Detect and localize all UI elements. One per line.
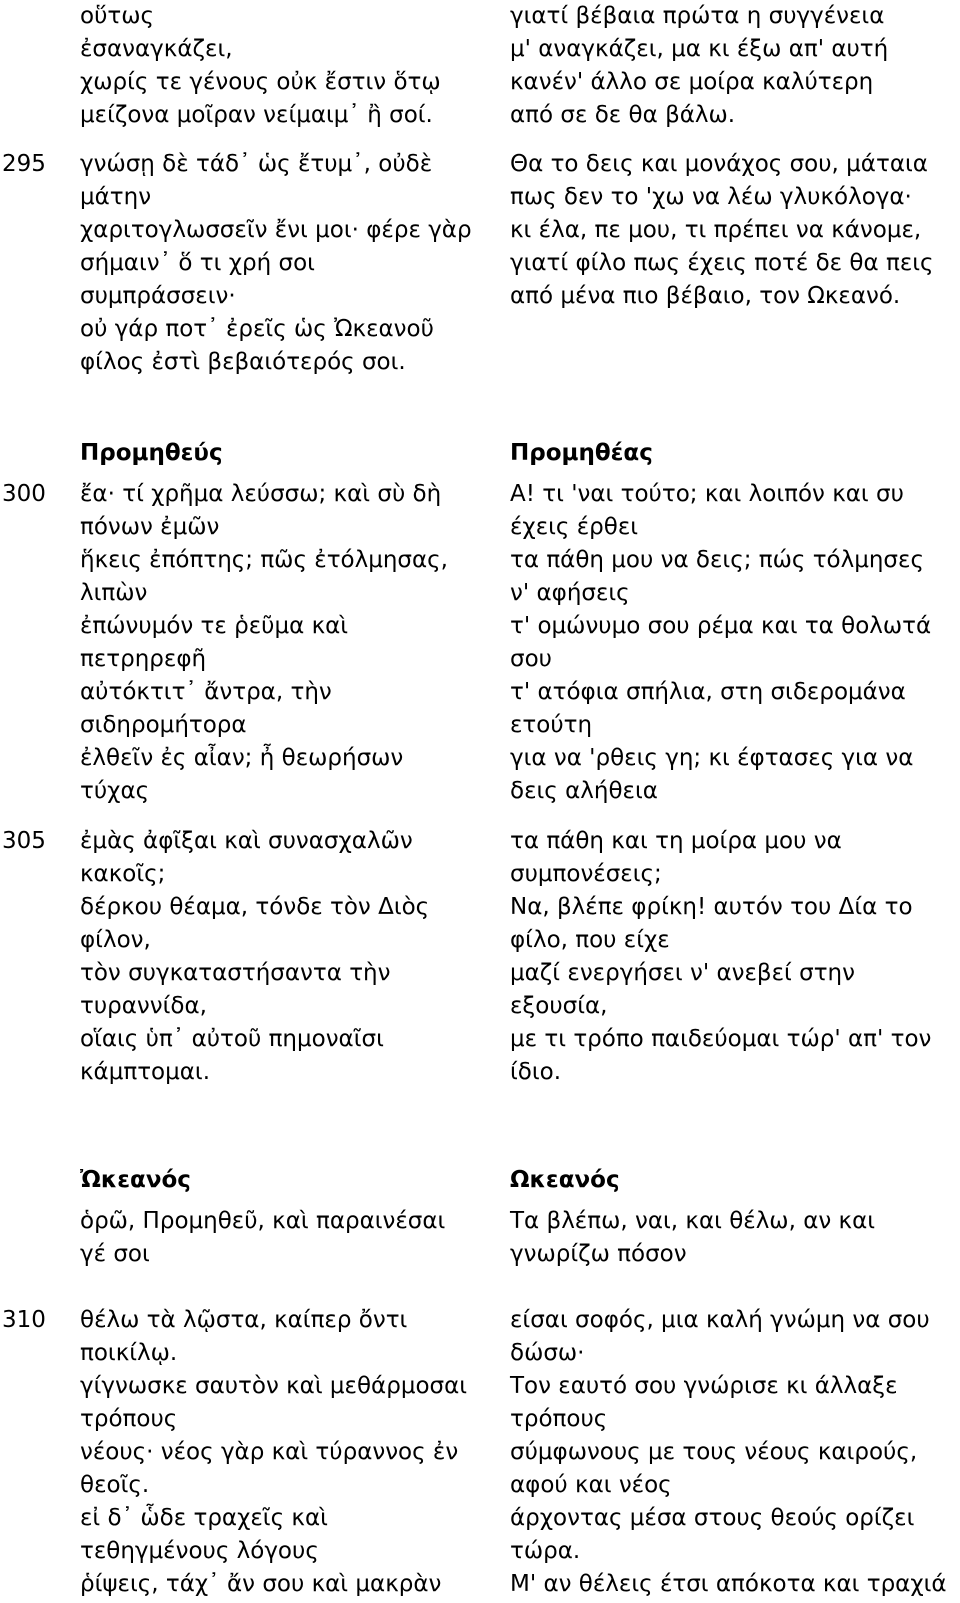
text-line xyxy=(0,676,960,709)
text-line xyxy=(0,1370,960,1403)
translation-line: δώσω· xyxy=(510,1340,585,1366)
greek-line: σιδηρομήτορα xyxy=(80,712,247,738)
greek-line: χαριτογλωσσεῖν ἔνι μοι· φέρε γὰρ xyxy=(80,217,472,243)
greek-line: ἐπώνυμόν τε ῥεῦμα καὶ xyxy=(80,613,349,639)
translation-line: τώρα. xyxy=(510,1538,581,1564)
translation-line: Α! τι 'ναι τούτο; και λοιπόν και συ xyxy=(510,481,904,507)
translation-line: γιατί φίλο πως έχεις ποτέ δε θα πεις xyxy=(510,250,934,276)
text-line xyxy=(0,891,960,924)
greek-line: θεοῖς. xyxy=(80,1472,150,1498)
greek-line: ἥκεις ἐπόπτης; πῶς ἐτόλμησας, xyxy=(80,547,448,573)
translation-line: τ' ατόφια σπήλια, στη σιδερομάνα xyxy=(510,679,906,705)
translation-line: σύμφωνους με τους νέους καιρούς, xyxy=(510,1439,918,1465)
text-line xyxy=(0,1337,960,1370)
speaker-name-greek: Ὠκεανός xyxy=(80,1167,191,1193)
text-line xyxy=(0,1502,960,1535)
translation-line: Τον εαυτό σου γνώρισε κι άλλαξε xyxy=(510,1373,898,1399)
translation-line: για να 'ρθεις γη; κι έφτασες για να xyxy=(510,745,914,771)
greek-line: οἵαις ὑπ᾽ αὐτοῦ πημοναῖσι xyxy=(80,1026,384,1052)
translation-line: γιατί βέβαια πρώτα η συγγένεια xyxy=(510,3,885,29)
line-number: 305 xyxy=(2,828,46,854)
translation-line: τ' ομώνυμο σου ρέμα και τα θολωτά xyxy=(510,613,932,639)
greek-line: εἰ δ᾽ ὧδε τραχεῖς καὶ xyxy=(80,1505,328,1531)
text-line xyxy=(0,775,960,808)
greek-line: οὕτως xyxy=(80,3,154,29)
translation-line: Να, βλέπε φρίκη! αυτόν του Δία το xyxy=(510,894,913,920)
text-line xyxy=(0,858,960,891)
text-line xyxy=(0,214,960,247)
greek-line: συμπράσσειν· xyxy=(80,283,236,309)
text-line xyxy=(0,346,960,379)
greek-line: κακοῖς; xyxy=(80,861,166,887)
greek-line: δέρκου θέαμα, τόνδε τὸν Διὸς xyxy=(80,894,430,920)
greek-line: ἔα· τί χρῆμα λεύσσω; καὶ σὺ δὴ xyxy=(80,481,442,507)
greek-line: οὐ γάρ ποτ᾽ ἐρεῖς ὡς Ὠκεανοῦ xyxy=(80,316,434,342)
greek-line: νέους· νέος γὰρ καὶ τύραννος ἐν xyxy=(80,1439,459,1465)
text-line xyxy=(0,1436,960,1469)
translation-line: από μένα πιο βέβαιο, τον Ωκεανό. xyxy=(510,283,901,309)
greek-line: φίλον, xyxy=(80,927,151,953)
text-line xyxy=(0,924,960,957)
text-line xyxy=(0,99,960,132)
text-line xyxy=(0,1304,960,1337)
greek-line: θέλω τὰ λῷστα, καίπερ ὄντι xyxy=(80,1307,408,1333)
greek-line: τυραννίδα, xyxy=(80,993,207,1019)
translation-line: εξουσία, xyxy=(510,993,608,1019)
text-line xyxy=(0,990,960,1023)
translation-line: αφού και νέος xyxy=(510,1472,672,1498)
text-line xyxy=(0,544,960,577)
text-line xyxy=(0,1238,960,1271)
text-line xyxy=(0,610,960,643)
text-line xyxy=(0,1535,960,1568)
translation-line: κανέν' άλλο σε μοίρα καλύτερη xyxy=(510,69,874,95)
text-line xyxy=(0,825,960,858)
greek-line: κάμπτομαι. xyxy=(80,1059,211,1085)
text-line xyxy=(0,957,960,990)
text-line xyxy=(0,742,960,775)
greek-line: φίλος ἐστὶ βεβαιότερός σοι. xyxy=(80,349,406,375)
greek-line: πετρηρεφῆ xyxy=(80,646,207,672)
translation-line: μ' αναγκάζει, μα κι έξω απ' αυτή xyxy=(510,36,889,62)
greek-line: ἐλθεῖν ἐς αἶαν; ἦ θεωρήσων xyxy=(80,745,404,771)
translation-line: δεις αλήθεια xyxy=(510,778,658,804)
text-line xyxy=(0,1056,960,1089)
text-line xyxy=(0,181,960,214)
text-line xyxy=(0,1403,960,1436)
text-line xyxy=(0,511,960,544)
translation-line: κι έλα, πε μου, τι πρέπει να κάνομε, xyxy=(510,217,922,243)
greek-line: τρόπους xyxy=(80,1406,178,1432)
text-line xyxy=(0,1469,960,1502)
greek-line: μείζονα μοῖραν νείμαιμ᾽ ἢ σοί. xyxy=(80,102,433,128)
translation-line: από σε δε θα βάλω. xyxy=(510,102,736,128)
text-line xyxy=(0,709,960,742)
translation-line: Θα το δεις και μονάχος σου, μάταια xyxy=(510,151,928,177)
translation-line: ίδιο. xyxy=(510,1059,562,1085)
translation-line: είσαι σοφός, μια καλή γνώμη να σου xyxy=(510,1307,930,1333)
speaker-name-translation: Προμηθέας xyxy=(510,440,653,466)
greek-line: σήμαιν᾽ ὅ τι χρή σοι xyxy=(80,250,315,276)
text-line xyxy=(0,643,960,676)
greek-line: λιπὼν xyxy=(80,580,148,606)
translation-line: γνωρίζω πόσον xyxy=(510,1241,687,1267)
translation-line: με τι τρόπο παιδεύομαι τώρ' απ' τον xyxy=(510,1026,932,1052)
line-number: 310 xyxy=(2,1307,46,1333)
translation-line: Τα βλέπω, ναι, και θέλω, αν και xyxy=(510,1208,876,1234)
speaker-name-greek: Προμηθεύς xyxy=(80,440,223,466)
greek-line: τὸν συγκαταστήσαντα τὴν xyxy=(80,960,391,986)
text-line xyxy=(0,1023,960,1056)
text-line xyxy=(0,247,960,280)
translation-line: φίλο, που είχε xyxy=(510,927,670,953)
translation-line: ν' αφήσεις xyxy=(510,580,630,606)
greek-line: τύχας xyxy=(80,778,150,804)
greek-line: γνώσῃ δὲ τάδ᾽ ὡς ἔτυμ᾽, οὐδὲ xyxy=(80,151,433,177)
line-number: 300 xyxy=(2,481,46,507)
greek-line: ῥίψεις, τάχ᾽ ἄν σου καὶ μακρὰν xyxy=(80,1571,442,1597)
translation-line: τα πάθη και τη μοίρα μου να xyxy=(510,828,842,854)
greek-line: γέ σοι xyxy=(80,1241,150,1267)
translation-line: συμπονέσεις; xyxy=(510,861,662,887)
text-line xyxy=(0,313,960,346)
text-line xyxy=(0,148,960,181)
translation-line: έχεις έρθει xyxy=(510,514,639,540)
text-line xyxy=(0,0,960,33)
greek-line: ὁρῶ, Προμηθεῦ, καὶ παραινέσαι xyxy=(80,1208,446,1234)
speaker-name-translation: Ωκεανός xyxy=(510,1167,620,1193)
greek-line: μάτην xyxy=(80,184,152,210)
text-line xyxy=(0,66,960,99)
text-line xyxy=(0,33,960,66)
translation-line: τα πάθη μου να δεις; πώς τόλμησες xyxy=(510,547,924,573)
translation-line: ετούτη xyxy=(510,712,593,738)
translation-line: τρόπους xyxy=(510,1406,608,1432)
greek-line: πόνων ἐμῶν xyxy=(80,514,220,540)
text-line xyxy=(0,478,960,511)
greek-line: ἐσαναγκάζει, xyxy=(80,36,233,62)
text-line xyxy=(0,1205,960,1238)
greek-line: ποικίλῳ. xyxy=(80,1340,178,1366)
greek-line: τεθηγμένους λόγους xyxy=(80,1538,319,1564)
translation-line: Μ' αν θέλεις έτσι απόκοτα και τραχιά xyxy=(510,1571,947,1597)
translation-line: άρχοντας μέσα στους θεούς ορίζει xyxy=(510,1505,915,1531)
translation-line: μαζί ενεργήσει ν' ανεβεί στην xyxy=(510,960,855,986)
line-number: 295 xyxy=(2,151,46,177)
text-line xyxy=(0,577,960,610)
text-line xyxy=(0,1568,960,1601)
translation-line: σου xyxy=(510,646,552,672)
translation-line: πως δεν το 'χω να λέω γλυκόλογα· xyxy=(510,184,912,210)
greek-line: αὐτόκτιτ᾽ ἄντρα, τὴν xyxy=(80,679,332,705)
text-line xyxy=(0,280,960,313)
greek-line: χωρίς τε γένους οὐκ ἔστιν ὅτῳ xyxy=(80,69,441,95)
greek-line: γίγνωσκε σαυτὸν καὶ μεθάρμοσαι xyxy=(80,1373,468,1399)
greek-line: ἐμὰς ἀφῖξαι καὶ συνασχαλῶν xyxy=(80,828,413,854)
